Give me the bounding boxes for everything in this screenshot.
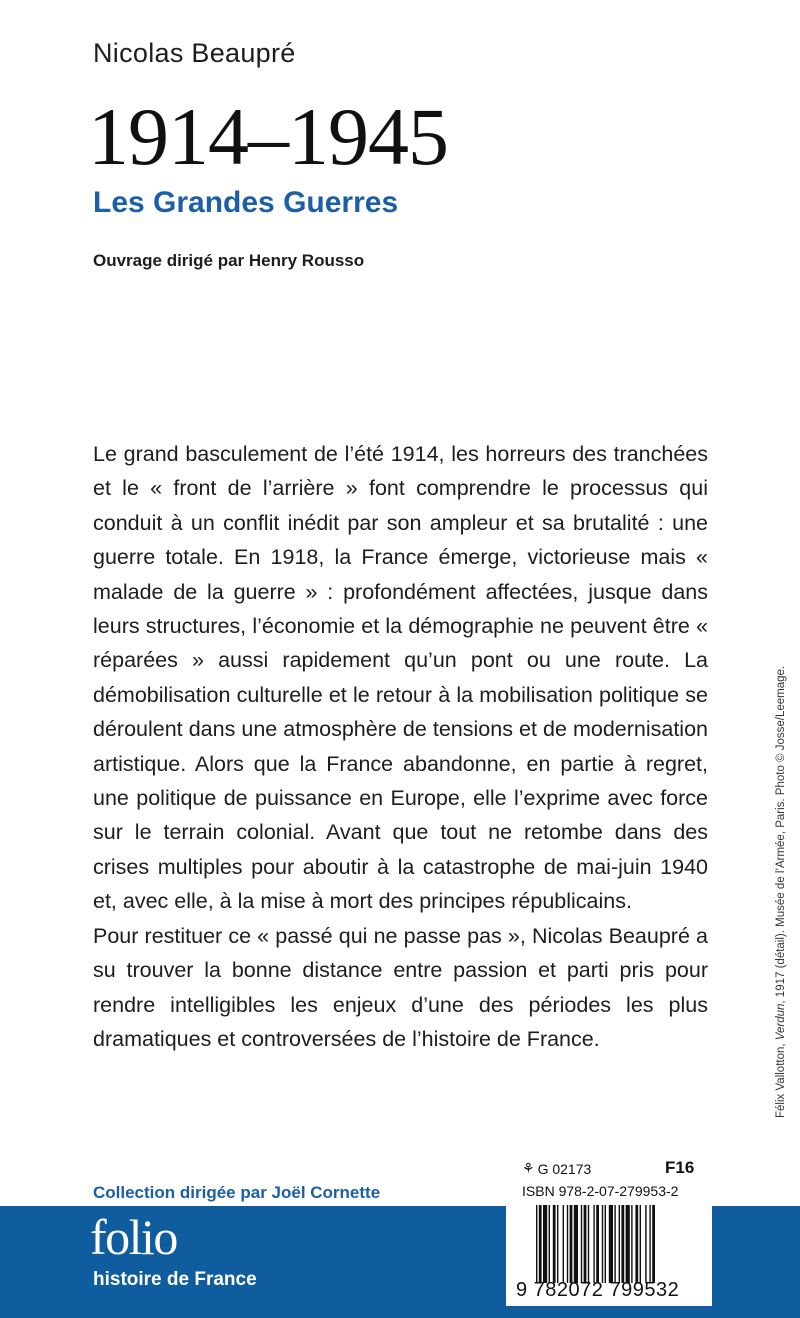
barcode-bar [581,1205,582,1283]
barcode-bar [593,1205,594,1283]
author-name: Nicolas Beaupré [93,38,296,68]
barcode-bar [536,1205,537,1283]
barcode-bar [631,1205,632,1283]
collection-director-line: Collection dirigée par Joël Cornette [93,1183,381,1202]
barcode-bar [621,1205,624,1283]
product-code: G 02173 [537,1160,592,1177]
collection-series-label: histoire de France [93,1269,257,1290]
barcode-bar [626,1205,630,1283]
work-director-line: Ouvrage dirigé par Henry Rousso [93,251,365,270]
barcode-bar [549,1205,550,1283]
barcode-bar [588,1205,589,1283]
book-title: 1914–1945 [88,91,448,182]
barcode-bar [640,1205,641,1283]
barcode-bar [543,1205,547,1283]
barcode-bar [539,1205,542,1283]
barcode-bar [567,1205,568,1283]
barcode-bar [619,1205,620,1283]
barcode-bar [649,1205,650,1283]
barcode-bar [652,1205,655,1283]
barcode-bar [557,1205,558,1283]
book-subtitle: Les Grandes Guerres [93,186,399,219]
barcode-bars [536,1205,709,1283]
isbn-number: ISBN 978-2-07-279953-2 [522,1183,679,1199]
summary-text [93,437,708,1056]
barcode-bar [609,1205,613,1283]
credit-artist: Félix Vallotton, [775,1040,787,1118]
barcode-digits: 9 782072 799532 [516,1279,680,1301]
fork-symbol-icon: ⚘ [522,1160,535,1176]
barcode-bar [645,1205,646,1283]
price-code: F16 [665,1158,695,1177]
credit-work-title: Verdun [775,1003,787,1041]
image-credit [775,666,787,1118]
summary-paragraph-1: Le grand basculement de l’été 1914, les horreurs des tranchées et le « front de l’arrière » font comprendre le processus qui conduit à un conflit inédit par son ampleur et sa brutalité : une guerre totale. En 1918, la France émerge, victorieuse mais « malade de la guerre » : profondément affectées, jusque dans leurs structures, l’économie et la démographie ne peuvent être « réparées » aussi rapidement qu’un pont ou une route. La démobilisation culturelle et le retour à la mobilisation politique se déroulent dans une atmosphère de tensions et de modernisation artistique. Alors que la France abandonne, en partie à regret, une politique de puissance en Europe, elle l’exprime avec force sur le terrain colonial. Avant que tout ne retombe dans des crises multiples pour aboutir à la catastrophe de mai-juin 1940 et, avec elle, à la mise à mort des principes républicains. [93,442,708,914]
barcode-bar [635,1205,638,1283]
barcode-bar [602,1205,603,1283]
barcode-bar [563,1205,564,1283]
barcode-bar [605,1205,606,1283]
folio-logo: folio [90,1209,177,1265]
summary-paragraph-2: Pour restituer ce « passé qui ne passe pas », Nicolas Beaupré a su trouver la bonne distance entre passion et parti pris pour rendre intelligibles les enjeux d’une des périodes les plus dramatiques et controversées de l’histoire de France. [93,923,708,1051]
barcode-bar [584,1205,587,1283]
barcode-bar [614,1205,615,1283]
barcode-bar [574,1205,578,1283]
barcode-bar [570,1205,573,1283]
barcode-bar [596,1205,599,1283]
barcode-bar [553,1205,556,1283]
product-code-line [522,1160,591,1177]
credit-details: , 1917 (détail). Musée de l’Armée, Paris. Photo © Josse/Leemage. [775,665,787,1004]
